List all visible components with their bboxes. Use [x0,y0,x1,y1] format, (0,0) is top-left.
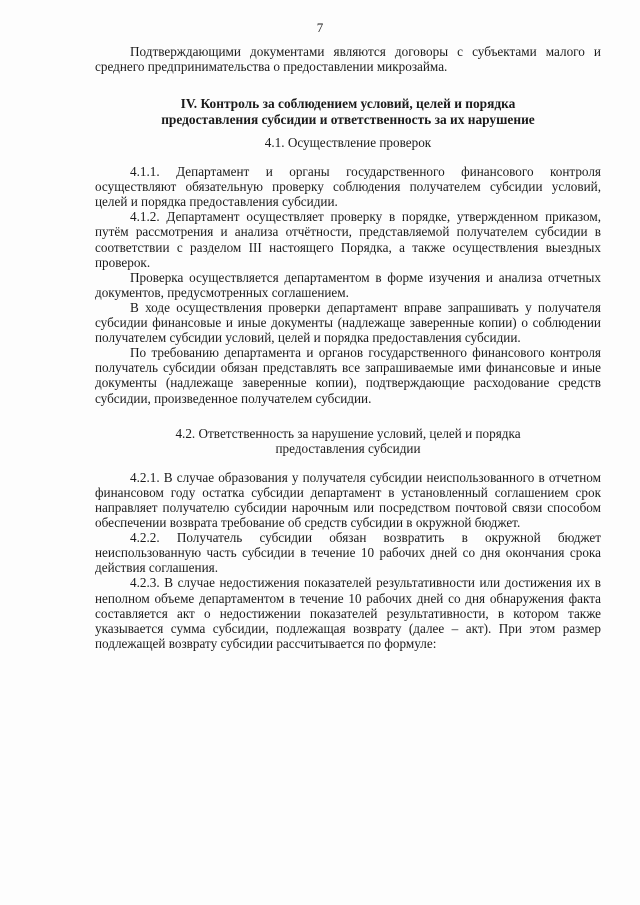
subsection-title-4-2-line-2: предоставления субсидии [275,440,421,456]
paragraph-4-1-2: 4.1.2. Департамент осуществляет проверку в порядке, утвержденном приказом, путём рассмотрения и анализа отчётности, представляемой получателем субсидии в соответствии с разделом III настоящего Порядка, а также осуществления выездных проверок. [95,209,601,270]
paragraph-4-1-1: 4.1.1. Департамент и органы государственного финансового контроля осуществляют обязательную проверку соблюдения получателем субсидии условий, целей и порядка предоставления субсидии. [95,164,601,210]
intro-paragraph: Подтверждающими документами являются договоры с субъектами малого и среднего предпринимательства о предоставлении микрозайма. [95,44,601,75]
section-title-line-1: IV. Контроль за соблюдением условий, целей и порядка [180,96,516,112]
section-title [95,96,601,127]
subsection-title-4-1: 4.1. Осуществление проверок [264,135,432,150]
paragraph-4-2-3: 4.2.3. В случае недостижения показателей результативности или достижения их в неполном объеме департаментом в течение 10 рабочих дней со дня обнаружения факта составляется акт о недостижении показателей результативности, в котором также указывается сумма субсидии, подлежащая возврату (далее – акт). При этом размер подлежащей возврату субсидии рассчитывается по формуле: [95,575,601,651]
paragraph-inspection-form: Проверка осуществляется департаментом в форме изучения и анализа отчетных документов, предусмотренных соглашением. [95,269,601,300]
paragraph-4-2-1: 4.2.1. В случае образования у получателя субсидии неиспользованного в отчетном финансовом году остатка субсидии департамент в установленный соглашением срок направляет получателю субсидии нарочным или посредством почтовой связи способом обеспечении возврата требование об средств субсидии в окружной бюджет. [95,469,601,531]
section-title-line-2: предоставления субсидии и ответственность за их нарушение [161,111,535,127]
document-body [95,44,601,651]
subsection-title-4-2-line-1: 4.2. Ответственность за нарушение условий, целей и порядка [175,425,521,441]
paragraph-document-request: В ходе осуществления проверки департамент вправе запрашивать у получателя субсидии финансовые и иные документы (надлежаще заверенные копии) о соблюдении получателем субсидии условий, целей и порядка предоставления субсидии. [95,299,601,346]
page-number: 7 [316,20,324,35]
paragraph-document-submission: По требованию департамента и органов государственного финансового контроля получатель субсидии обязан представлять все запрашиваемые ими финансовые и иные документы (надлежаще заверенные копии), подтверждающие расходование средств субсидии, произведенное получателем субсидии. [95,345,601,406]
paragraph-4-2-2: 4.2.2. Получатель субсидии обязан возвратить в окружной бюджет неиспользованную часть субсидии в течение 10 рабочих дней со дня окончания срока действия соглашения. [95,530,601,576]
subsection-title-4-2 [95,426,601,456]
